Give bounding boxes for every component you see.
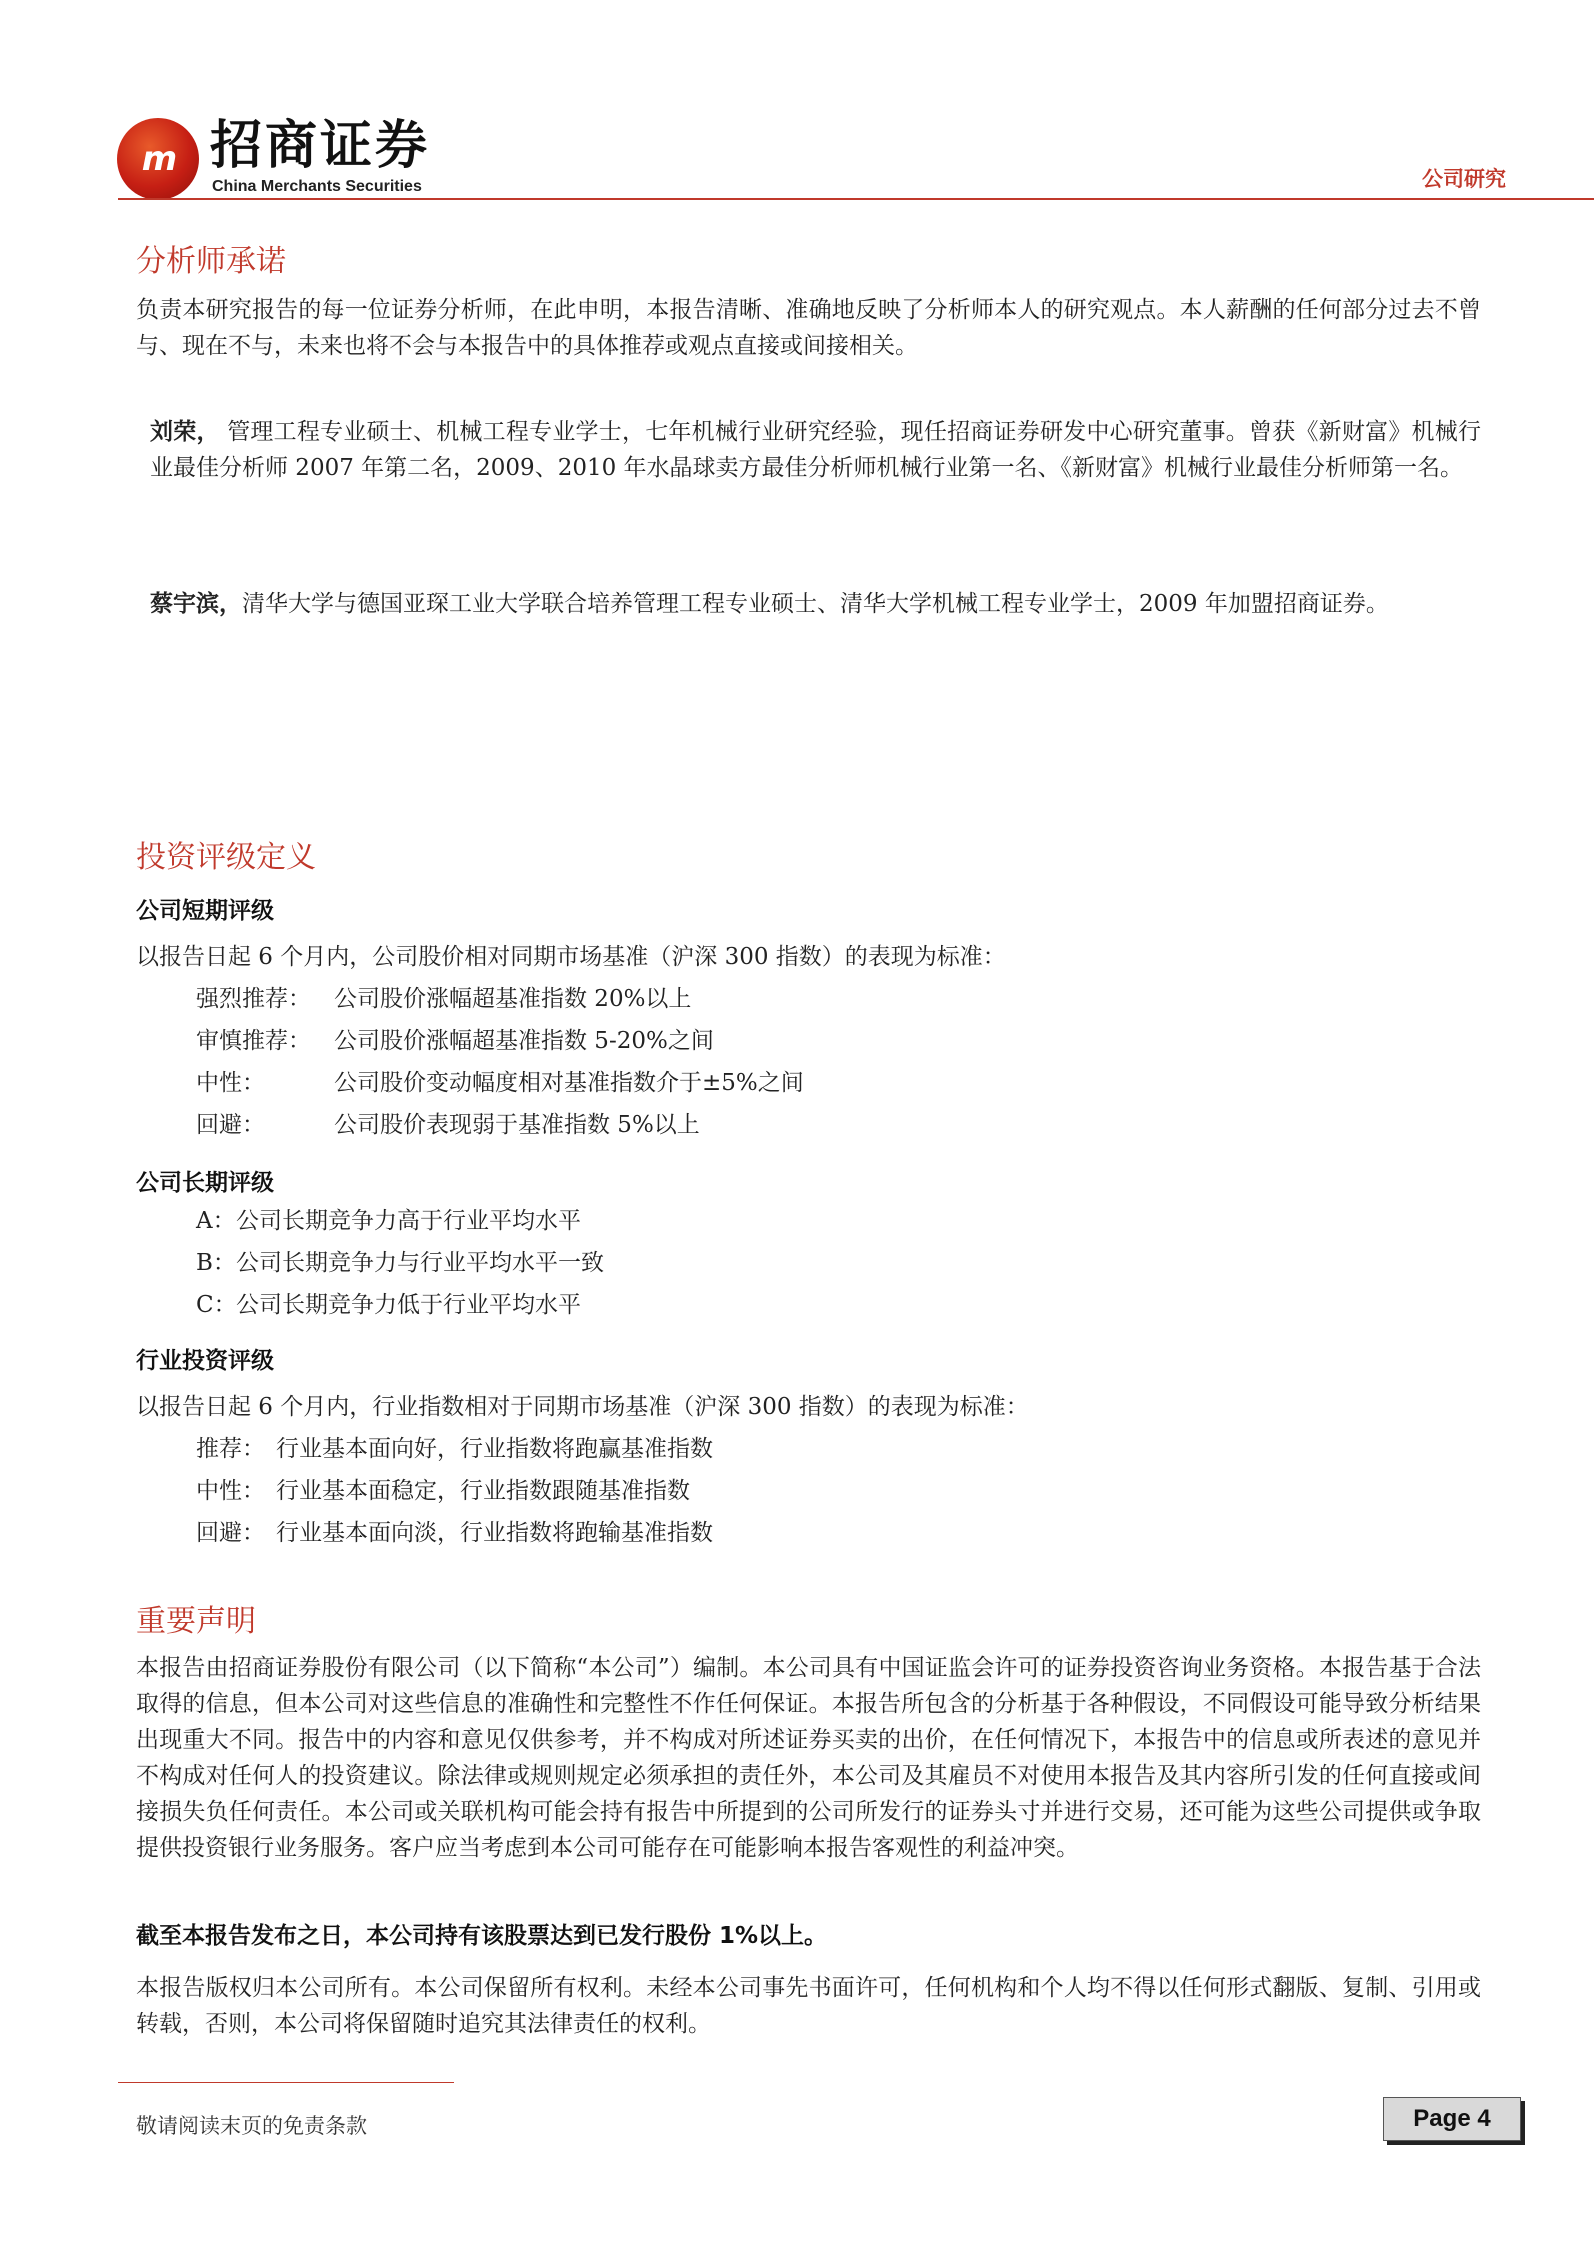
rating-item: [196, 984, 691, 1014]
rating-label: B：: [196, 1250, 236, 1276]
rating-item: [196, 1476, 690, 1506]
analyst-name-2: 蔡宇滨，: [150, 591, 242, 617]
footer-divider: [118, 2082, 454, 2083]
analyst-bio-text-1: 管理工程专业硕士、机械工程专业学士，七年机械行业研究经验，现任招商证券研发中心研究董事。曾获《新财富》机械行业最佳分析师 2007 年第二名，2009、2010 年水晶球卖方最佳分析师机械行业第一名、《新财富》机械行业最佳分析师第一名。: [150, 419, 1482, 481]
analyst-statement: 负责本研究报告的每一位证券分析师，在此申明，本报告清晰、准确地反映了分析师本人的研究观点。本人薪酬的任何部分过去不曾与、现在不与，未来也将不会与本报告中的具体推荐或观点直接或间接相关。: [136, 297, 1481, 359]
analyst-bio-text-2: 清华大学与德国亚琛工业大学联合培养管理工程专业硕士、清华大学机械工程专业学士，2009 年加盟招商证券。: [242, 591, 1389, 617]
rating-item: [196, 1110, 700, 1140]
rating-text: 行业基本面向好，行业指数将跑赢基准指数: [276, 1436, 713, 1462]
copyright-paragraph: 本报告版权归本公司所有。本公司保留所有权利。未经本公司事先书面许可，任何机构和个人均不得以任何形式翻版、复制、引用或转载，否则，本公司将保留随时追究其法律责任的权利。: [136, 1975, 1481, 2037]
industry-intro: 以报告日起 6 个月内，行业指数相对于同期市场基准（沪深 300 指数）的表现为标准：: [136, 1394, 1029, 1420]
company-name-en: China Merchants Securities: [212, 178, 422, 195]
rating-item: [196, 1248, 604, 1278]
rating-label: 推荐：: [196, 1436, 265, 1462]
rating-text: 公司股价变动幅度相对基准指数介于±5%之间: [334, 1070, 804, 1096]
industry-rating-title: 行业投资评级: [136, 1348, 274, 1374]
rating-label: 回避：: [196, 1112, 265, 1138]
rating-item: [196, 1434, 713, 1464]
header-divider: [118, 198, 1594, 200]
company-name-cn: 招商证券: [210, 116, 431, 176]
rating-item: [196, 1068, 804, 1098]
analyst-name-1: 刘荣，: [150, 419, 220, 445]
rating-label: A：: [196, 1208, 236, 1234]
long-term-rating-title: 公司长期评级: [136, 1170, 274, 1196]
holding-statement: 截至本报告发布之日，本公司持有该股票达到已发行股份 1%以上。: [136, 1923, 828, 1949]
analyst-bio-2: [150, 586, 1481, 622]
disclaimer-heading: 重要声明: [136, 1604, 256, 1639]
rating-text: 行业基本面向淡，行业指数将跑输基准指数: [276, 1520, 713, 1546]
footer-disclaimer-note: 敬请阅读末页的免责条款: [136, 2114, 367, 2138]
rating-item: [196, 1206, 581, 1236]
rating-label: 回避：: [196, 1520, 265, 1546]
analyst-bio-1: [150, 414, 1481, 486]
rating-text: 公司股价表现弱于基准指数 5%以上: [334, 1112, 700, 1138]
rating-label: 中性：: [196, 1070, 265, 1096]
rating-label: 强烈推荐：: [196, 986, 311, 1012]
rating-text: 公司长期竞争力低于行业平均水平: [236, 1292, 581, 1318]
disclaimer-paragraph: 本报告由招商证券股份有限公司（以下简称“本公司”）编制。本公司具有中国证监会许可的证券投资咨询业务资格。本报告基于合法取得的信息，但本公司对这些信息的准确性和完整性不作任何保证。本报告所包含的分析基于各种假设，不同假设可能导致分析结果出现重大不同。报告中的内容和意见仅供参考，并不构成对所述证券买卖的出价，在任何情况下，本报告中的信息或所表述的意见并不构成对任何人的投资建议。除法律或规则规定必须承担的责任外，本公司及其雇员不对使用本报告及其内容所引发的任何直接或间接损失负任何责任。本公司或关联机构可能会持有报告中所提到的公司所发行的证券头寸并进行交易，还可能为这些公司提供或争取提供投资银行业务服务。客户应当考虑到本公司可能存在可能影响本报告客观性的利益冲突。: [136, 1655, 1481, 1861]
rating-label: 审慎推荐：: [196, 1028, 311, 1054]
rating-item: [196, 1518, 713, 1548]
analyst-heading: 分析师承诺: [136, 244, 286, 279]
ratings-heading: 投资评级定义: [136, 840, 316, 875]
rating-label: C：: [196, 1292, 237, 1318]
short-term-intro: 以报告日起 6 个月内，公司股价相对同期市场基准（沪深 300 指数）的表现为标准：: [136, 944, 1006, 970]
rating-item: [196, 1290, 581, 1320]
rating-item: [196, 1026, 714, 1056]
rating-label: 中性：: [196, 1478, 265, 1504]
rating-text: 行业基本面稳定，行业指数跟随基准指数: [276, 1478, 690, 1504]
rating-text: 公司长期竞争力高于行业平均水平: [236, 1208, 581, 1234]
page-number: Page 4: [1383, 2097, 1521, 2141]
company-logo-icon: m: [117, 118, 199, 200]
rating-text: 公司长期竞争力与行业平均水平一致: [236, 1250, 604, 1276]
short-term-rating-title: 公司短期评级: [136, 898, 274, 924]
rating-text: 公司股价涨幅超基准指数 5-20%之间: [334, 1028, 714, 1054]
header-category-label: 公司研究: [1422, 167, 1506, 191]
rating-text: 公司股价涨幅超基准指数 20%以上: [334, 986, 692, 1012]
